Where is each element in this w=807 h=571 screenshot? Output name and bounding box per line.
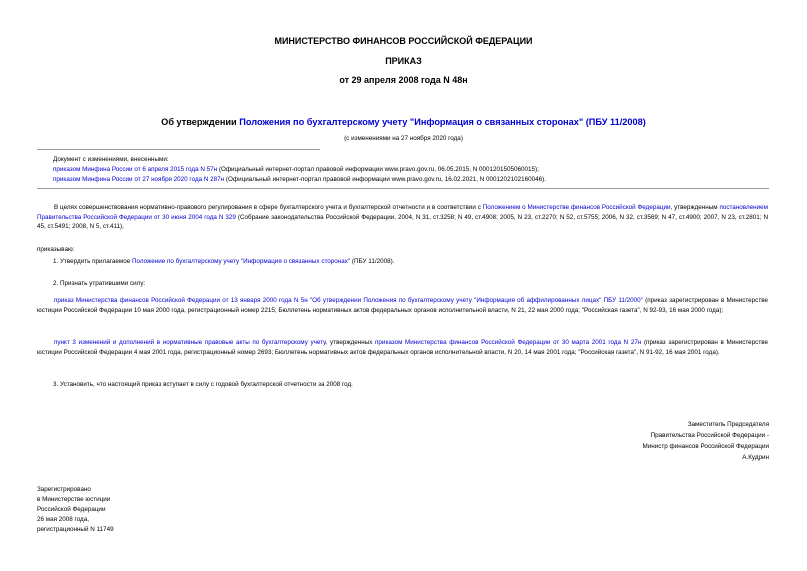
intro-text: (Собрание законодательства Российской Федерации, 2004, N 31, ст.3258; N 49, ст.4908; 2005, N 23, ст.2270; N 52, ст.5755; 2006, N 32, ст.3569; N 47, ст.4900; 2007, N 23, ст.2801; N 45, ст.5491; 2008, N 5, ст.411),	[37, 213, 768, 230]
registration-number: регистрационный N 11749	[37, 526, 114, 533]
signature-name: А.Кудрин	[742, 454, 769, 461]
signature-line: Заместитель Председателя	[687, 421, 769, 428]
item-1-text: (ПБУ 11/2008).	[350, 258, 395, 265]
void-order-1-link[interactable]: приказ Министерства финансов Российской Федерации от 13 января 2000 года N 5н "Об утверждении Положения по бухгалтерскому учету "Информация об аффилированных лицах" ПБУ 11/2000"	[54, 297, 643, 304]
doc-title-prefix: Об утверждении	[161, 117, 240, 127]
regulation-link[interactable]: Положением о Министерстве финансов Российской Федерации	[482, 204, 671, 211]
item-3: 3. Установить, что настоящий приказ вступает в силу с годовой бухгалтерской отчетности за 2008 год.	[53, 381, 353, 388]
intro-text: В целях совершенствования нормативно-правового регулирования в сфере бухгалтерского учета и бухгалтерской отчетности и в соответствии с	[54, 204, 483, 211]
doc-title-link[interactable]: Положения по бухгалтерскому учету "Информация о связанных сторонах" (ПБУ 11/2008)	[239, 117, 646, 127]
intro-paragraph	[37, 203, 768, 232]
void-order-1	[37, 296, 768, 315]
resolution-link[interactable]: постановлением Правительства Российской Федерации от 30 июня 2004 года N 329	[37, 204, 768, 221]
registration-line: в Министерстве юстиции	[37, 496, 111, 503]
signature-line: Правительства Российской Федерации -	[650, 432, 769, 439]
doc-title	[0, 117, 807, 127]
doc-type-heading: ПРИКАЗ	[385, 56, 422, 66]
revision-note: (с изменениями на 27 ноября 2020 года)	[344, 135, 463, 142]
registration-line: Российской Федерации	[37, 506, 106, 513]
change-item	[53, 165, 539, 175]
pbu-link[interactable]: Положение по бухгалтерскому учету "Информация о связанных сторонах"	[131, 258, 351, 265]
void-order-2-text: (приказ зарегистрирован в Министерстве юстиции Российской Федерации 4 мая 2001 года, регистрационный номер 2693; Бюллетень нормативных актов федеральных органов исполнительной власти, N 20, 14 мая 2001 года; "Российская газета", N 91-92, 16 мая 2001 года).	[37, 339, 768, 356]
changes-divider-top	[37, 149, 320, 150]
orders-label: приказываю:	[37, 246, 75, 253]
change-item-text: (Официальный интернет-портал правовой информации www.pravo.gov.ru, 16.02.2021, N 0001202102160046).	[224, 176, 546, 183]
void-order-2	[37, 338, 768, 357]
change-item-link[interactable]: приказом Минфина России от 27 ноября 2020 года N 287н	[53, 176, 225, 183]
item-2: 2. Признать утратившими силу:	[53, 280, 146, 287]
ministry-heading: МИНИСТЕРСТВО ФИНАНСОВ РОССИЙСКОЙ ФЕДЕРАЦИИ	[274, 36, 533, 46]
void-order-2-link[interactable]: пункт 3 изменений и дополнений в нормативные правовые акты по бухгалтерскому учету	[54, 339, 326, 346]
doc-date-number: от 29 апреля 2008 года N 48н	[339, 75, 468, 85]
registration-line: Зарегистрировано	[37, 486, 91, 493]
void-order-1-text: (приказ зарегистрирован в Министерстве юстиции Российской Федерации 10 мая 2000 года, регистрационный номер 2215; Бюллетень нормативных актов федеральных органов исполнительной власти, N 21, 22 мая 2000 года; "Российская газета", N 92-93, 16 мая 2000 года);	[37, 297, 768, 314]
changes-divider-bottom	[37, 188, 769, 189]
change-item-link[interactable]: приказом Минфина России от 6 апреля 2015 года N 57н	[53, 166, 218, 173]
signature-line: Министр финансов Российской Федерации	[642, 443, 769, 450]
intro-text: , утвержденным	[670, 204, 720, 211]
item-1	[53, 257, 394, 267]
void-order-2-link2[interactable]: приказом Министерства финансов Российской Федерации от 30 марта 2001 года N 27н	[375, 339, 642, 346]
void-order-2-text: , утвержденных	[325, 339, 376, 346]
changes-heading: Документ с изменениями, внесенными:	[53, 156, 169, 163]
change-item-text: (Официальный интернет-портал правовой информации www.pravo.gov.ru, 06.05.2015, N 0001201505060015);	[217, 166, 539, 173]
registration-line: 26 мая 2008 года,	[37, 516, 89, 523]
change-item	[53, 175, 546, 185]
item-1-text: 1. Утвердить прилагаемое	[53, 258, 132, 265]
